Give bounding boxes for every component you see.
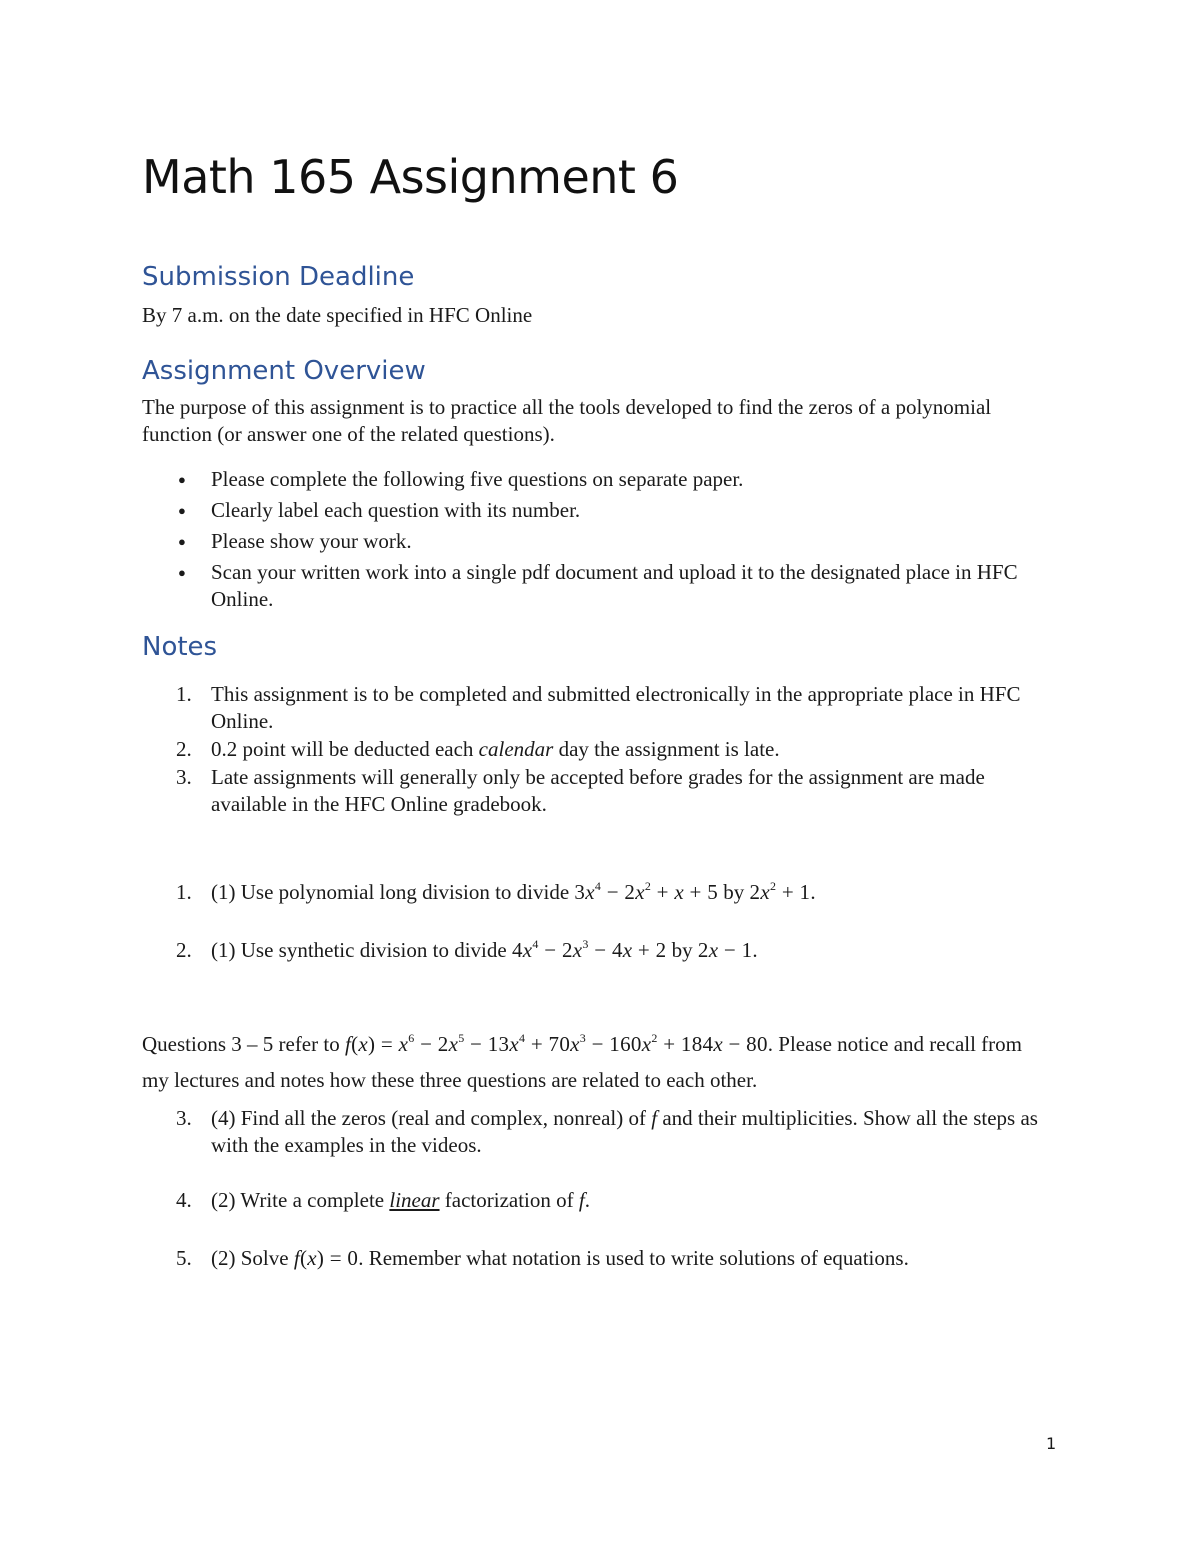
math-expression: $3x^4 - 2x^2 + x + 5$	[574, 879, 719, 904]
question-text: . Remember what notation is used to write solutions of equations.	[358, 1246, 909, 1270]
question-number: 2.	[176, 938, 192, 962]
notes-heading: Notes	[142, 632, 218, 662]
list-item-text: Please show your work.	[211, 529, 412, 553]
notes-list	[142, 681, 1052, 819]
emphasis-text: calendar	[478, 737, 554, 761]
list-item	[142, 736, 1052, 763]
question-text: (1) Use polynomial long division to divide	[211, 880, 570, 904]
question-text: factorization of	[439, 1188, 579, 1212]
math-expression: 2x − 1.	[697, 938, 758, 962]
question-text: and their multiplicities. Show all the steps as with the examples in the videos.	[211, 1106, 1038, 1157]
math-expression: $f(x) = x^6 - 2x^5 - 13x^4 + 70x^3 - 160x^2 + 184x - 80$	[344, 1031, 768, 1056]
list-number: 2.	[176, 737, 192, 761]
list-item-text: Scan your written work into a single pdf document and upload it to the designated place in HFC Online.	[211, 560, 1018, 611]
question-3	[142, 1105, 1052, 1159]
page-number: 1	[1046, 1434, 1057, 1453]
list-item	[142, 497, 1052, 524]
list-item	[142, 764, 1052, 818]
emphasis-text: f	[578, 1188, 585, 1212]
list-item-text: 0.2 point will be deducted each	[211, 737, 479, 761]
list-item	[142, 681, 1052, 735]
list-item	[142, 528, 1052, 555]
question-text: (2) Write a complete	[211, 1188, 390, 1212]
instruction-list	[142, 466, 1052, 617]
list-item-text: Please complete the following five questions on separate paper.	[211, 467, 744, 491]
question-number: 5.	[176, 1246, 192, 1270]
list-item-text: This assignment is to be completed and submitted electronically in the appropriate place in HFC Online.	[211, 682, 1021, 733]
bullet-icon: ●	[178, 534, 186, 549]
question-4	[142, 1187, 1052, 1214]
submission-heading: Submission Deadline	[142, 262, 415, 292]
intro-text: . Please notice and recall from my lectures and notes how these three questions are related to each other.	[142, 1032, 1023, 1092]
emphasis-text: f	[651, 1106, 658, 1130]
overview-heading: Assignment Overview	[142, 356, 426, 386]
question-text: (2) Solve	[211, 1246, 289, 1270]
math-expression: $2x^2 + 1$.	[749, 879, 816, 904]
intro-text: Questions 3 – 5 refer to	[142, 1032, 340, 1056]
question-text: .	[584, 1188, 590, 1212]
question-2	[142, 937, 1052, 964]
math-expression: $4x^4 - 2x^3 - 4x + 2$	[511, 937, 667, 962]
page-title: Math 165 Assignment 6	[142, 150, 679, 204]
question-text: by	[723, 880, 745, 904]
list-item-text: day the assignment is late.	[553, 737, 780, 761]
questions-intro	[142, 1026, 1052, 1098]
list-number: 3.	[176, 765, 192, 789]
overview-text: The purpose of this assignment is to practice all the tools developed to find the zeros of a polynomial function (or answer one of the related questions).	[142, 395, 992, 446]
emphasis-text: linear	[389, 1188, 440, 1212]
question-number: 1.	[176, 880, 192, 904]
math-expression: f(x) = 0	[293, 1246, 359, 1270]
bullet-icon: ●	[178, 472, 186, 487]
bullet-icon: ●	[178, 503, 186, 518]
question-text: (4) Find all the zeros (real and complex, nonreal) of	[211, 1106, 652, 1130]
list-item-text: Late assignments will generally only be accepted before grades for the assignment are made available in the HFC Online gradebook.	[211, 765, 985, 816]
question-number: 3.	[176, 1106, 192, 1130]
question-text: by	[671, 938, 693, 962]
submission-text: By 7 a.m. on the date specified in HFC Online	[142, 303, 533, 327]
question-5	[142, 1245, 1052, 1272]
question-number: 4.	[176, 1188, 192, 1212]
question-1	[142, 879, 1052, 906]
bullet-icon: ●	[178, 565, 186, 580]
list-item-text: Clearly label each question with its number.	[211, 498, 581, 522]
list-number: 1.	[176, 682, 192, 706]
question-text: (1) Use synthetic division to divide	[211, 938, 507, 962]
list-item	[142, 559, 1052, 613]
list-item	[142, 466, 1052, 493]
